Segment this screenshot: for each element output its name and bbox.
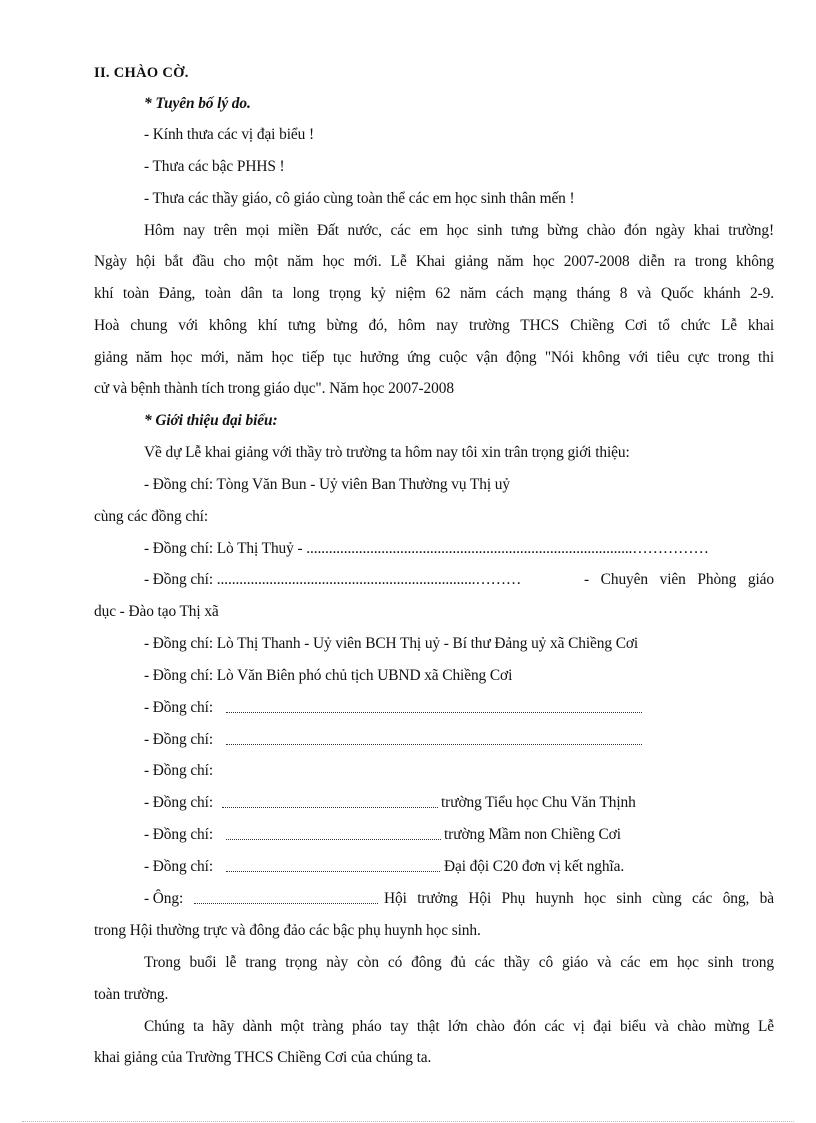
paragraph-line: giảng năm học mới, năm học tiếp tục hưởng ứng cuộc vận động "Nói không với tiêu cực trong thi (94, 349, 774, 366)
blank-fill-line (226, 712, 642, 713)
guest-role: - Chuyên viên Phòng giáo (584, 571, 774, 588)
subheading-introduce-guests: * Giới thiệu đại biểu: (144, 412, 278, 429)
guest-label: - Đồng chí: (144, 858, 213, 875)
blank-fill-line (222, 807, 438, 808)
guest-line-continuation: dục - Đào tạo Thị xã (94, 603, 219, 620)
paragraph-line: Hôm nay trên mọi miền Đất nước, các em học sinh tưng bừng chào đón ngày khai trường! (144, 222, 774, 239)
guest-line: - Đồng chí: (144, 762, 213, 779)
guest-line: - Đồng chí: .....................................................................……… (144, 571, 522, 588)
greeting-line: - Kính thưa các vị đại biểu ! (144, 126, 314, 143)
paragraph-line: khí toàn Đảng, toàn dân ta long trọng kỷ niệm 62 năm cách mạng tháng 8 và Quốc khánh 2-9. (94, 285, 774, 302)
greeting-line: - Thưa các thầy giáo, cô giáo cùng toàn thể các em học sinh thân mến ! (144, 190, 575, 207)
section-heading: II. CHÀO CỜ. (94, 65, 189, 81)
guest-role: Đại đội C20 đơn vị kết nghĩa. (444, 858, 625, 875)
greeting-line: - Thưa các bậc PHHS ! (144, 158, 285, 175)
paragraph-line: Trong buổi lễ trang trọng này còn có đông đủ các thầy cô giáo và các em học sinh trong (144, 954, 774, 971)
guest-label: - Đồng chí: (144, 794, 213, 811)
intro-sentence: Về dự Lễ khai giảng với thầy trò trường ta hôm nay tôi xin trân trọng giới thiệu: (144, 444, 630, 461)
paragraph-line: Chúng ta hãy dành một tràng pháo tay thật lớn chào đón các vị đại biểu và chào mừng Lễ (144, 1018, 774, 1035)
guest-line: - Đồng chí: (144, 699, 213, 716)
guest-line: - Đồng chí: Lò Thị Thuỷ - .......................................................................................…………… (144, 540, 709, 557)
guest-line-continuation: cùng các đồng chí: (94, 508, 209, 525)
guest-role: trường Tiểu học Chu Văn Thịnh (441, 794, 636, 811)
guest-line: - Đồng chí: Lò Văn Biên phó chủ tịch UBND xã Chiềng Cơi (144, 667, 513, 684)
guest-line: - Đồng chí: Lò Thị Thanh - Uỷ viên BCH Thị uỷ - Bí thư Đảng uỷ xã Chiềng Cơi (144, 635, 639, 652)
paragraph-line: toàn trường. (94, 986, 169, 1003)
guest-label: - Ông: (144, 890, 184, 907)
page-bottom-rule (22, 1121, 794, 1122)
guest-line: - Đồng chí: Tòng Văn Bun - Uỷ viên Ban Thường vụ Thị uỷ (144, 476, 510, 493)
blank-fill-line (226, 744, 642, 745)
guest-role: trường Mầm non Chiềng Cơi (444, 826, 621, 843)
paragraph-line: khai giảng của Trường THCS Chiềng Cơi của chúng ta. (94, 1049, 432, 1066)
guest-role: Hội trưởng Hội Phụ huynh học sinh cùng các ông, bà (384, 890, 774, 907)
guest-label: - Đồng chí: (144, 826, 213, 843)
blank-fill-line (226, 839, 441, 840)
subheading-declare-reason: * Tuyên bố lý do. (144, 95, 251, 112)
guest-line-continuation: trong Hội thường trực và đông đảo các bậc phụ huynh học sinh. (94, 922, 481, 939)
paragraph-line: Ngày hội bắt đầu cho một năm học mới. Lễ Khai giảng năm học 2007-2008 diễn ra trong không (94, 253, 774, 270)
paragraph-line: cử và bệnh thành tích trong giáo dục". Năm học 2007-2008 (94, 380, 454, 397)
paragraph-line: Hoà chung với không khí tưng bừng đó, hôm nay trường THCS Chiềng Cơi tổ chức Lễ khai (94, 317, 774, 334)
guest-line: - Đồng chí: (144, 731, 213, 748)
blank-fill-line (194, 903, 378, 904)
blank-fill-line (226, 871, 440, 872)
